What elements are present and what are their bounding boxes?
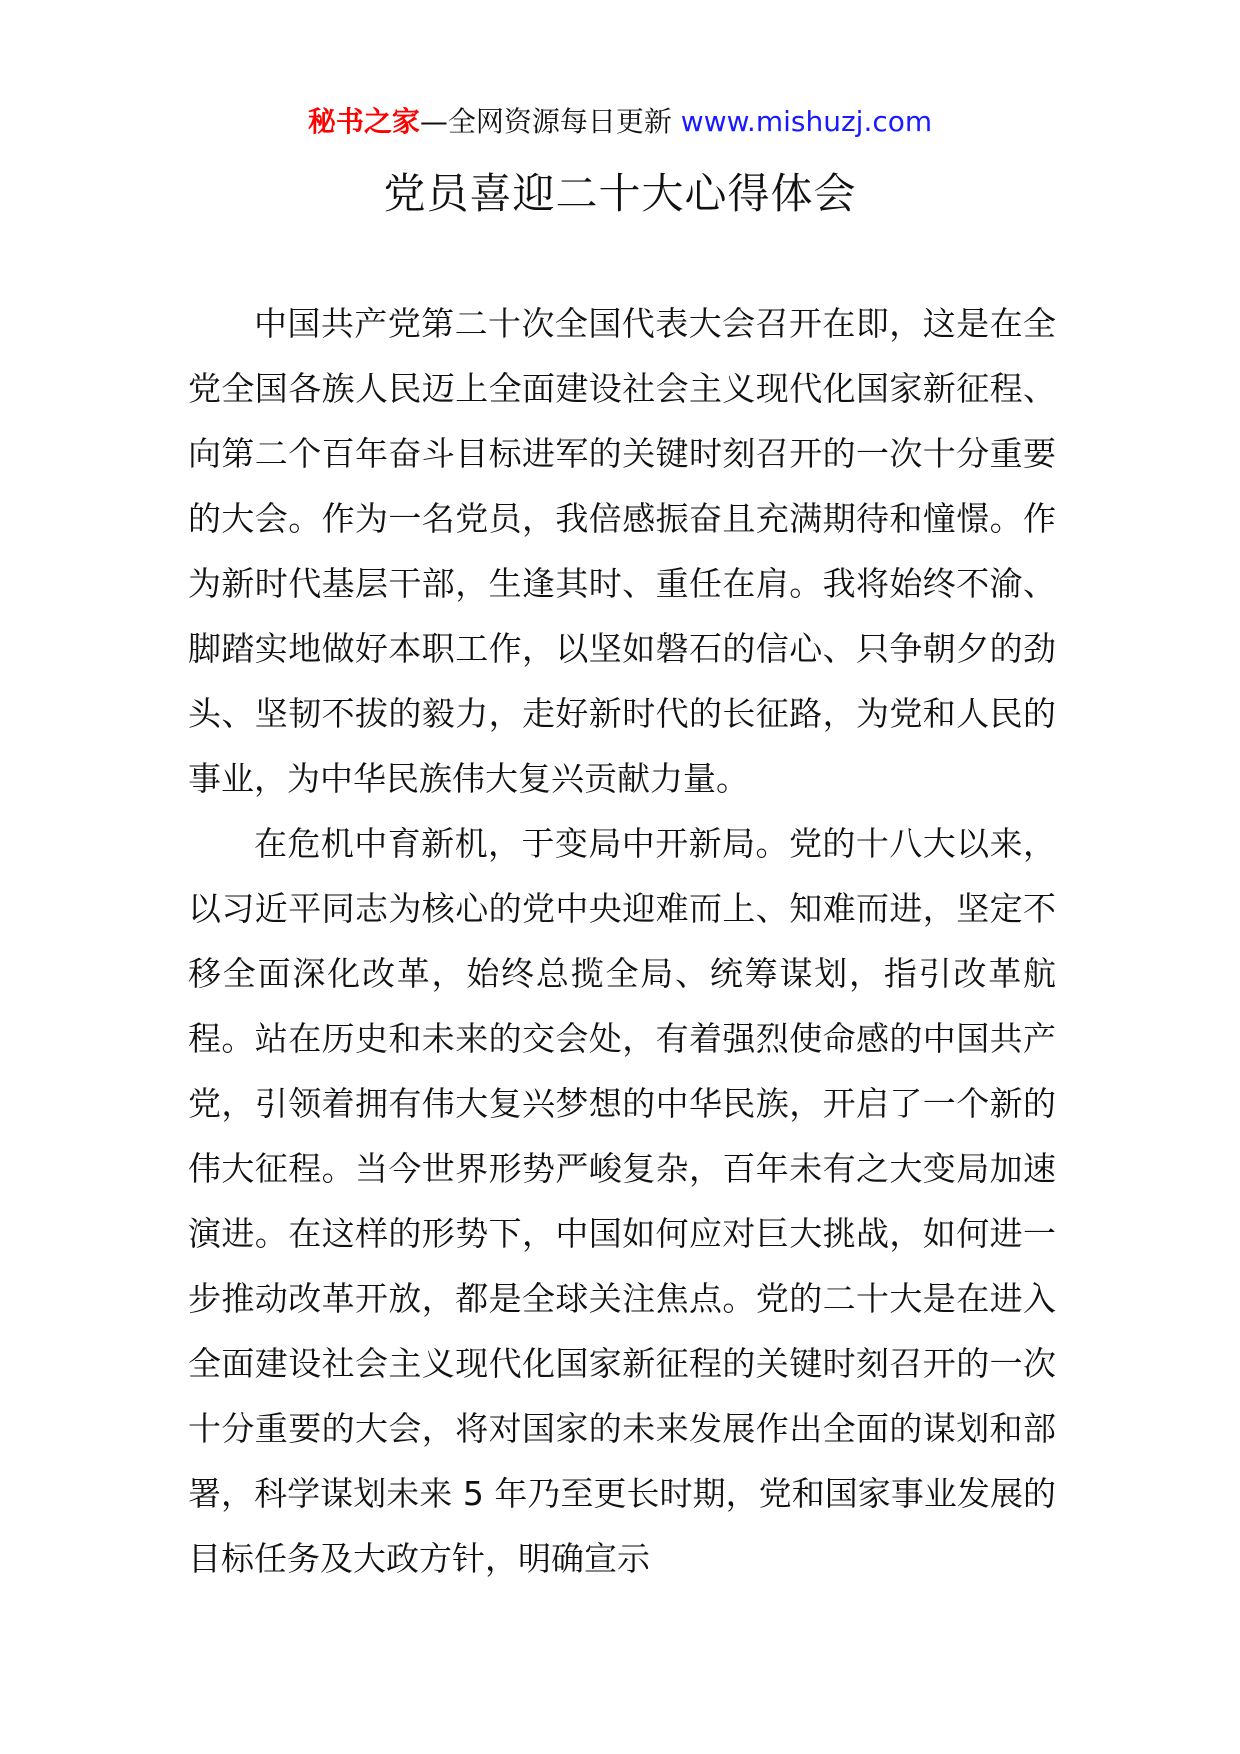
paragraph-1: 中国共产党第二十次全国代表大会召开在即，这是在全党全国各族人民迈上全面建设社会主义现代化国家新征程、向第二个百年奋斗目标进军的关键时刻召开的一次十分重要的大会。作为一名党员，我倍感振奋且充满期待和憧憬。作为新时代基层干部，生逢其时、重任在肩。我将始终不渝、脚踏实地做好本职工作，以坚如磐石的信心、只争朝夕的劲头、坚韧不拔的毅力，走好新时代的长征路，为党和人民的事业，为中华民族伟大复兴贡献力量。 — [188, 304, 1056, 798]
document-body — [188, 291, 1056, 1591]
site-header — [0, 102, 1240, 142]
paragraph-2: 在危机中育新机，于变局中开新局。党的十八大以来，以习近平同志为核心的党中央迎难而上、知难而进，坚定不移全面深化改革，始终总揽全局、统筹谋划，指引改革航程。站在历史和未来的交会处，有着强烈使命感的中国共产党，引领着拥有伟大复兴梦想的中华民族，开启了一个新的伟大征程。当今世界形势严峻复杂，百年未有之大变局加速演进。在这样的形势下，中国如何应对巨大挑战，如何进一步推动改革开放，都是全球关注焦点。党的二十大是在进入全面建设社会主义现代化国家新征程的关键时刻召开的一次十分重要的大会，将对国家的未来发展作出全面的谋划和部署，科学谋划未来 5 年乃至更长时期，党和国家事业发展的目标任务及大政方针，明确宣示 — [188, 824, 1056, 1578]
page-title: 党员喜迎二十大心得体会 — [383, 169, 857, 218]
header-tagline: —全网资源每日更新 — [419, 105, 672, 138]
brand-name: 秘书之家 — [307, 105, 420, 138]
site-url-link[interactable]: www.mishuzj.com — [680, 105, 933, 138]
